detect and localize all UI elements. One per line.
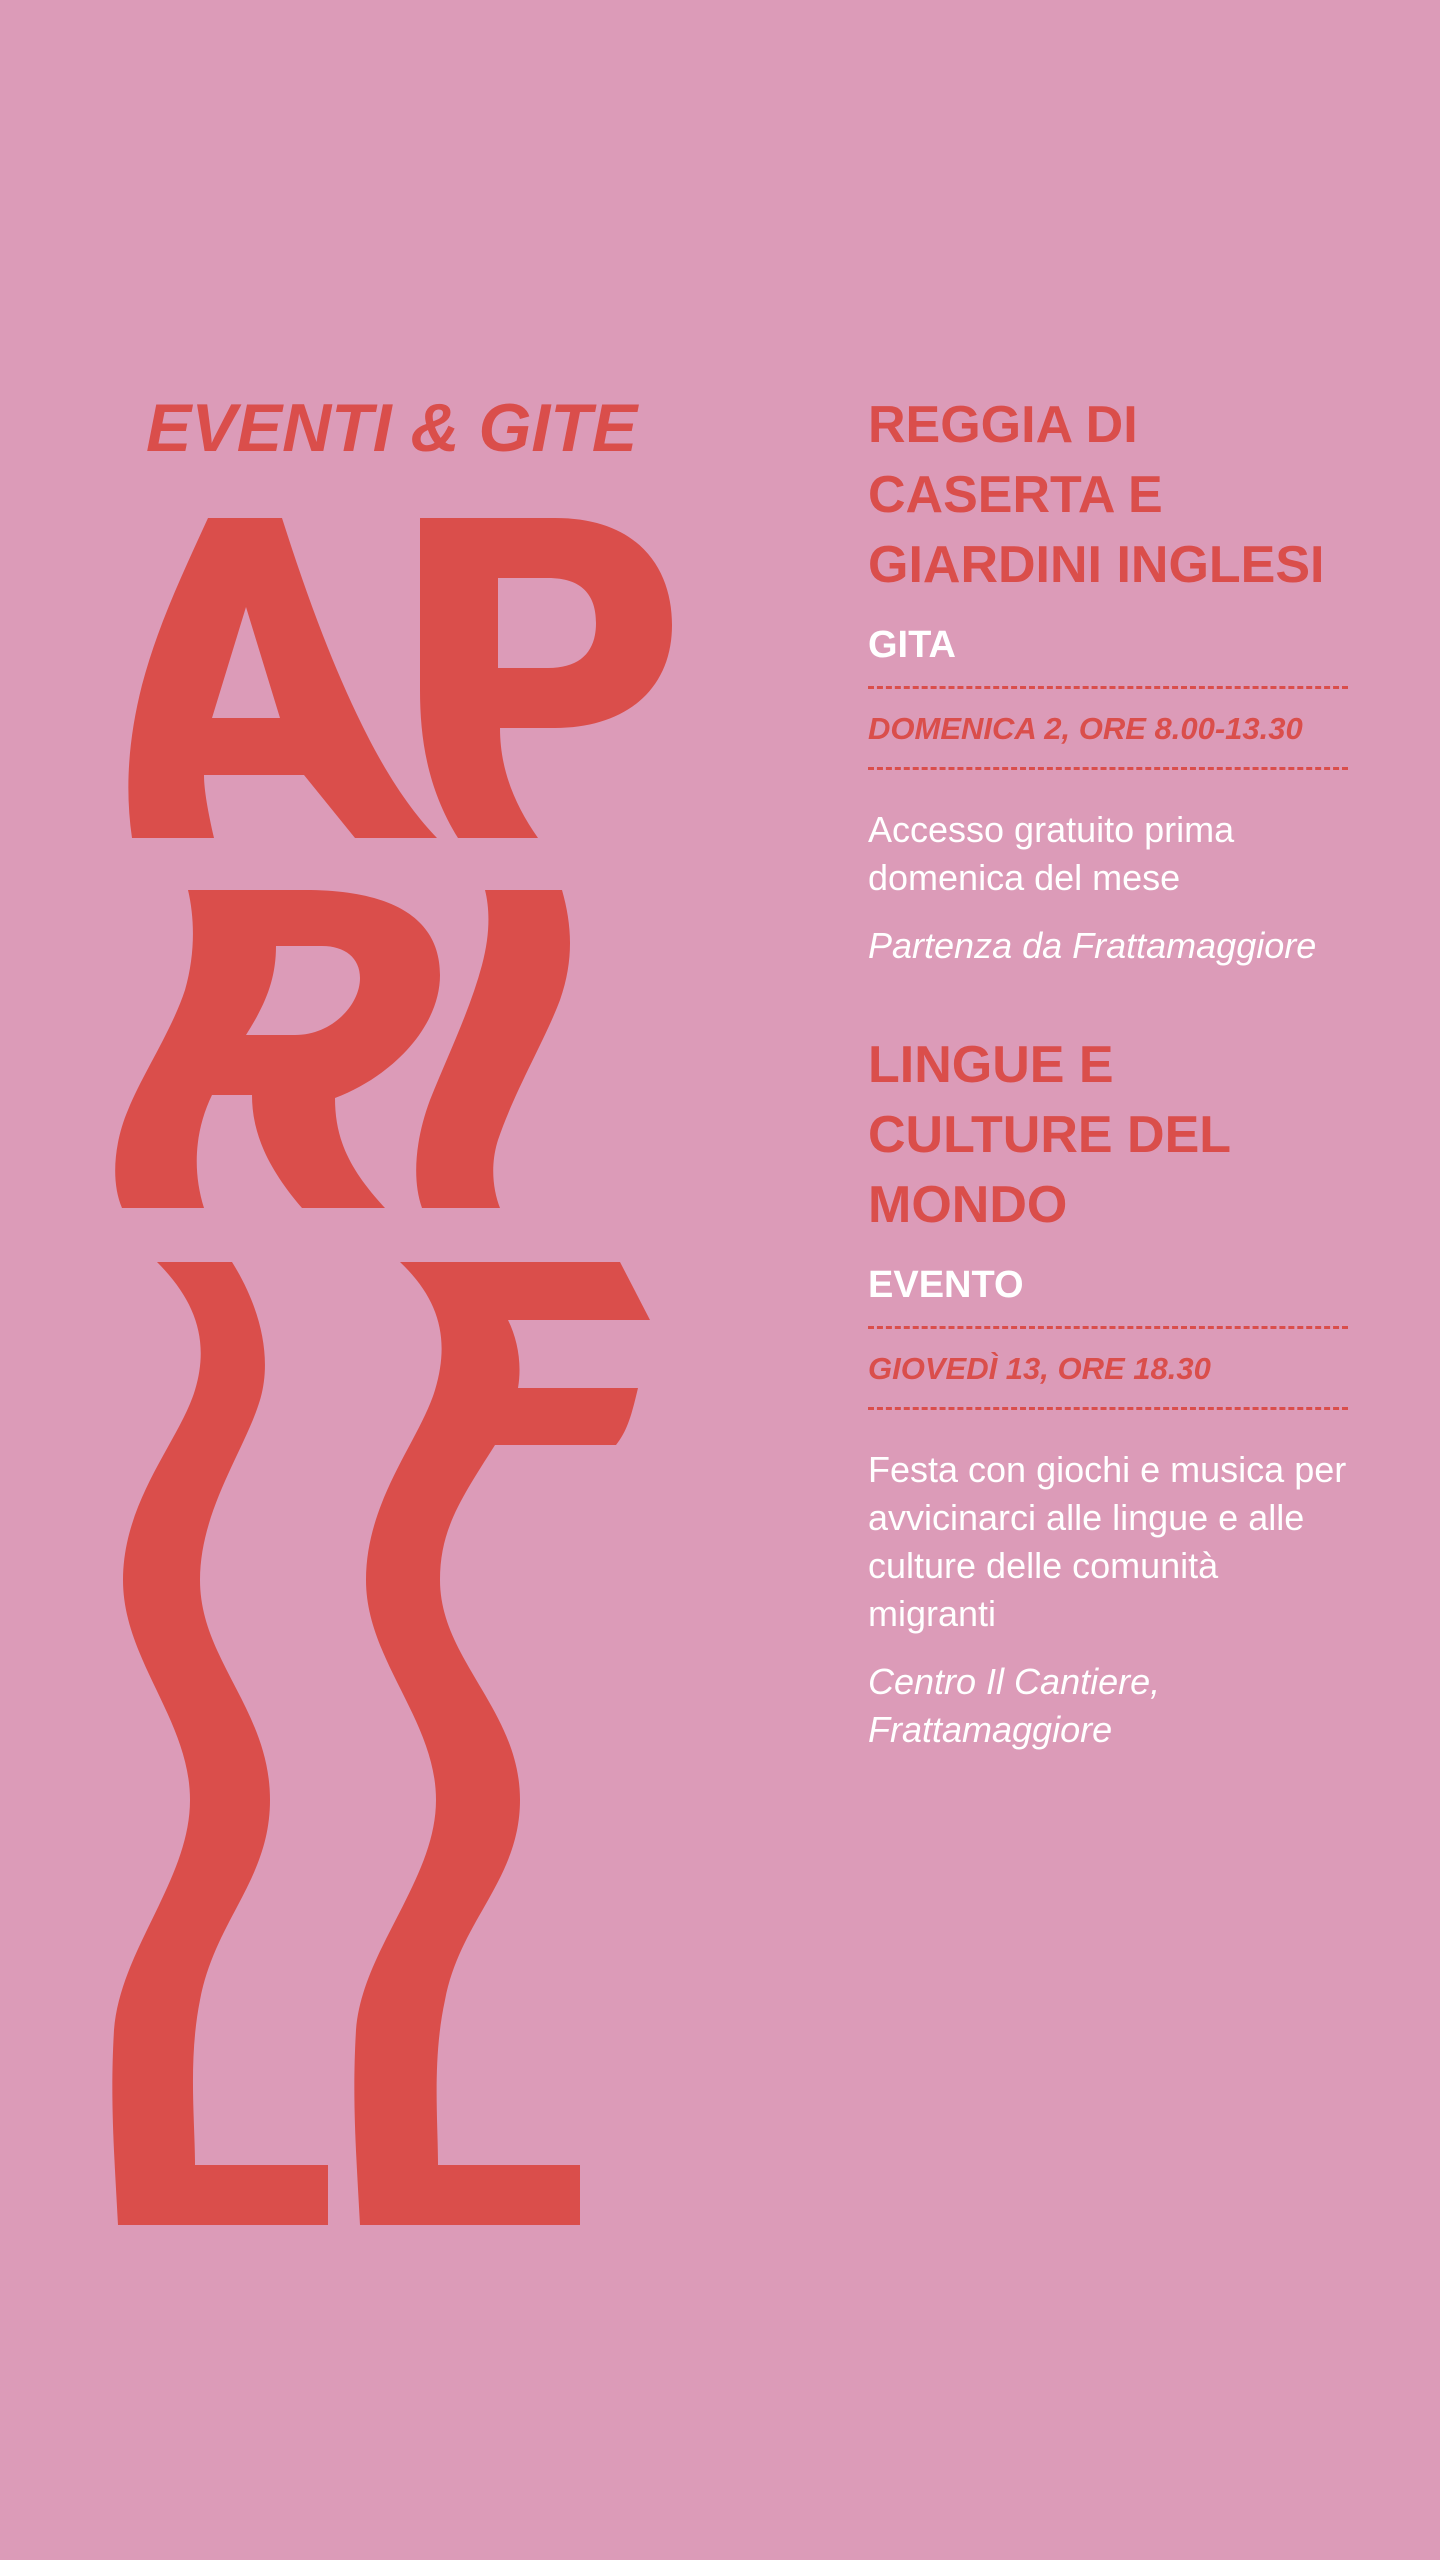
event-date: GIOVEDÌ 13, ORE 18.30 [868,1351,1211,1386]
letter-r-shape [115,890,440,1208]
letter-l-shape [112,1262,328,2225]
event-card [868,390,1348,970]
events-column [868,390,1348,1814]
event-title: REGGIA DI CASERTA E GIARDINI INGLESI [868,396,1325,594]
dashed-divider [868,767,1348,770]
event-location: Partenza da Frattamaggiore [868,925,1317,966]
event-date: DOMENICA 2, ORE 8.00-13.30 [868,711,1303,746]
event-location: Centro Il Cantiere, Frattamaggiore [868,1661,1161,1750]
event-description: Festa con giochi e musica per avvicinarci alle lingue e alle culture delle comunità migranti [868,1449,1347,1634]
poster-header: EVENTI & GITE [146,390,638,466]
event-type-label: EVENTO [868,1264,1024,1306]
event-type-label: GITA [868,624,956,666]
event-description: Accesso gratuito prima domenica del mese [868,809,1235,898]
letter-e-shape [354,1262,650,2225]
letter-p-shape [420,518,672,838]
letter-a-shape [128,518,437,838]
event-card [868,1030,1348,1754]
letter-i-shape [416,890,570,1208]
dashed-divider [868,1407,1348,1410]
event-title: LINGUE E CULTURE DEL MONDO [868,1036,1231,1234]
